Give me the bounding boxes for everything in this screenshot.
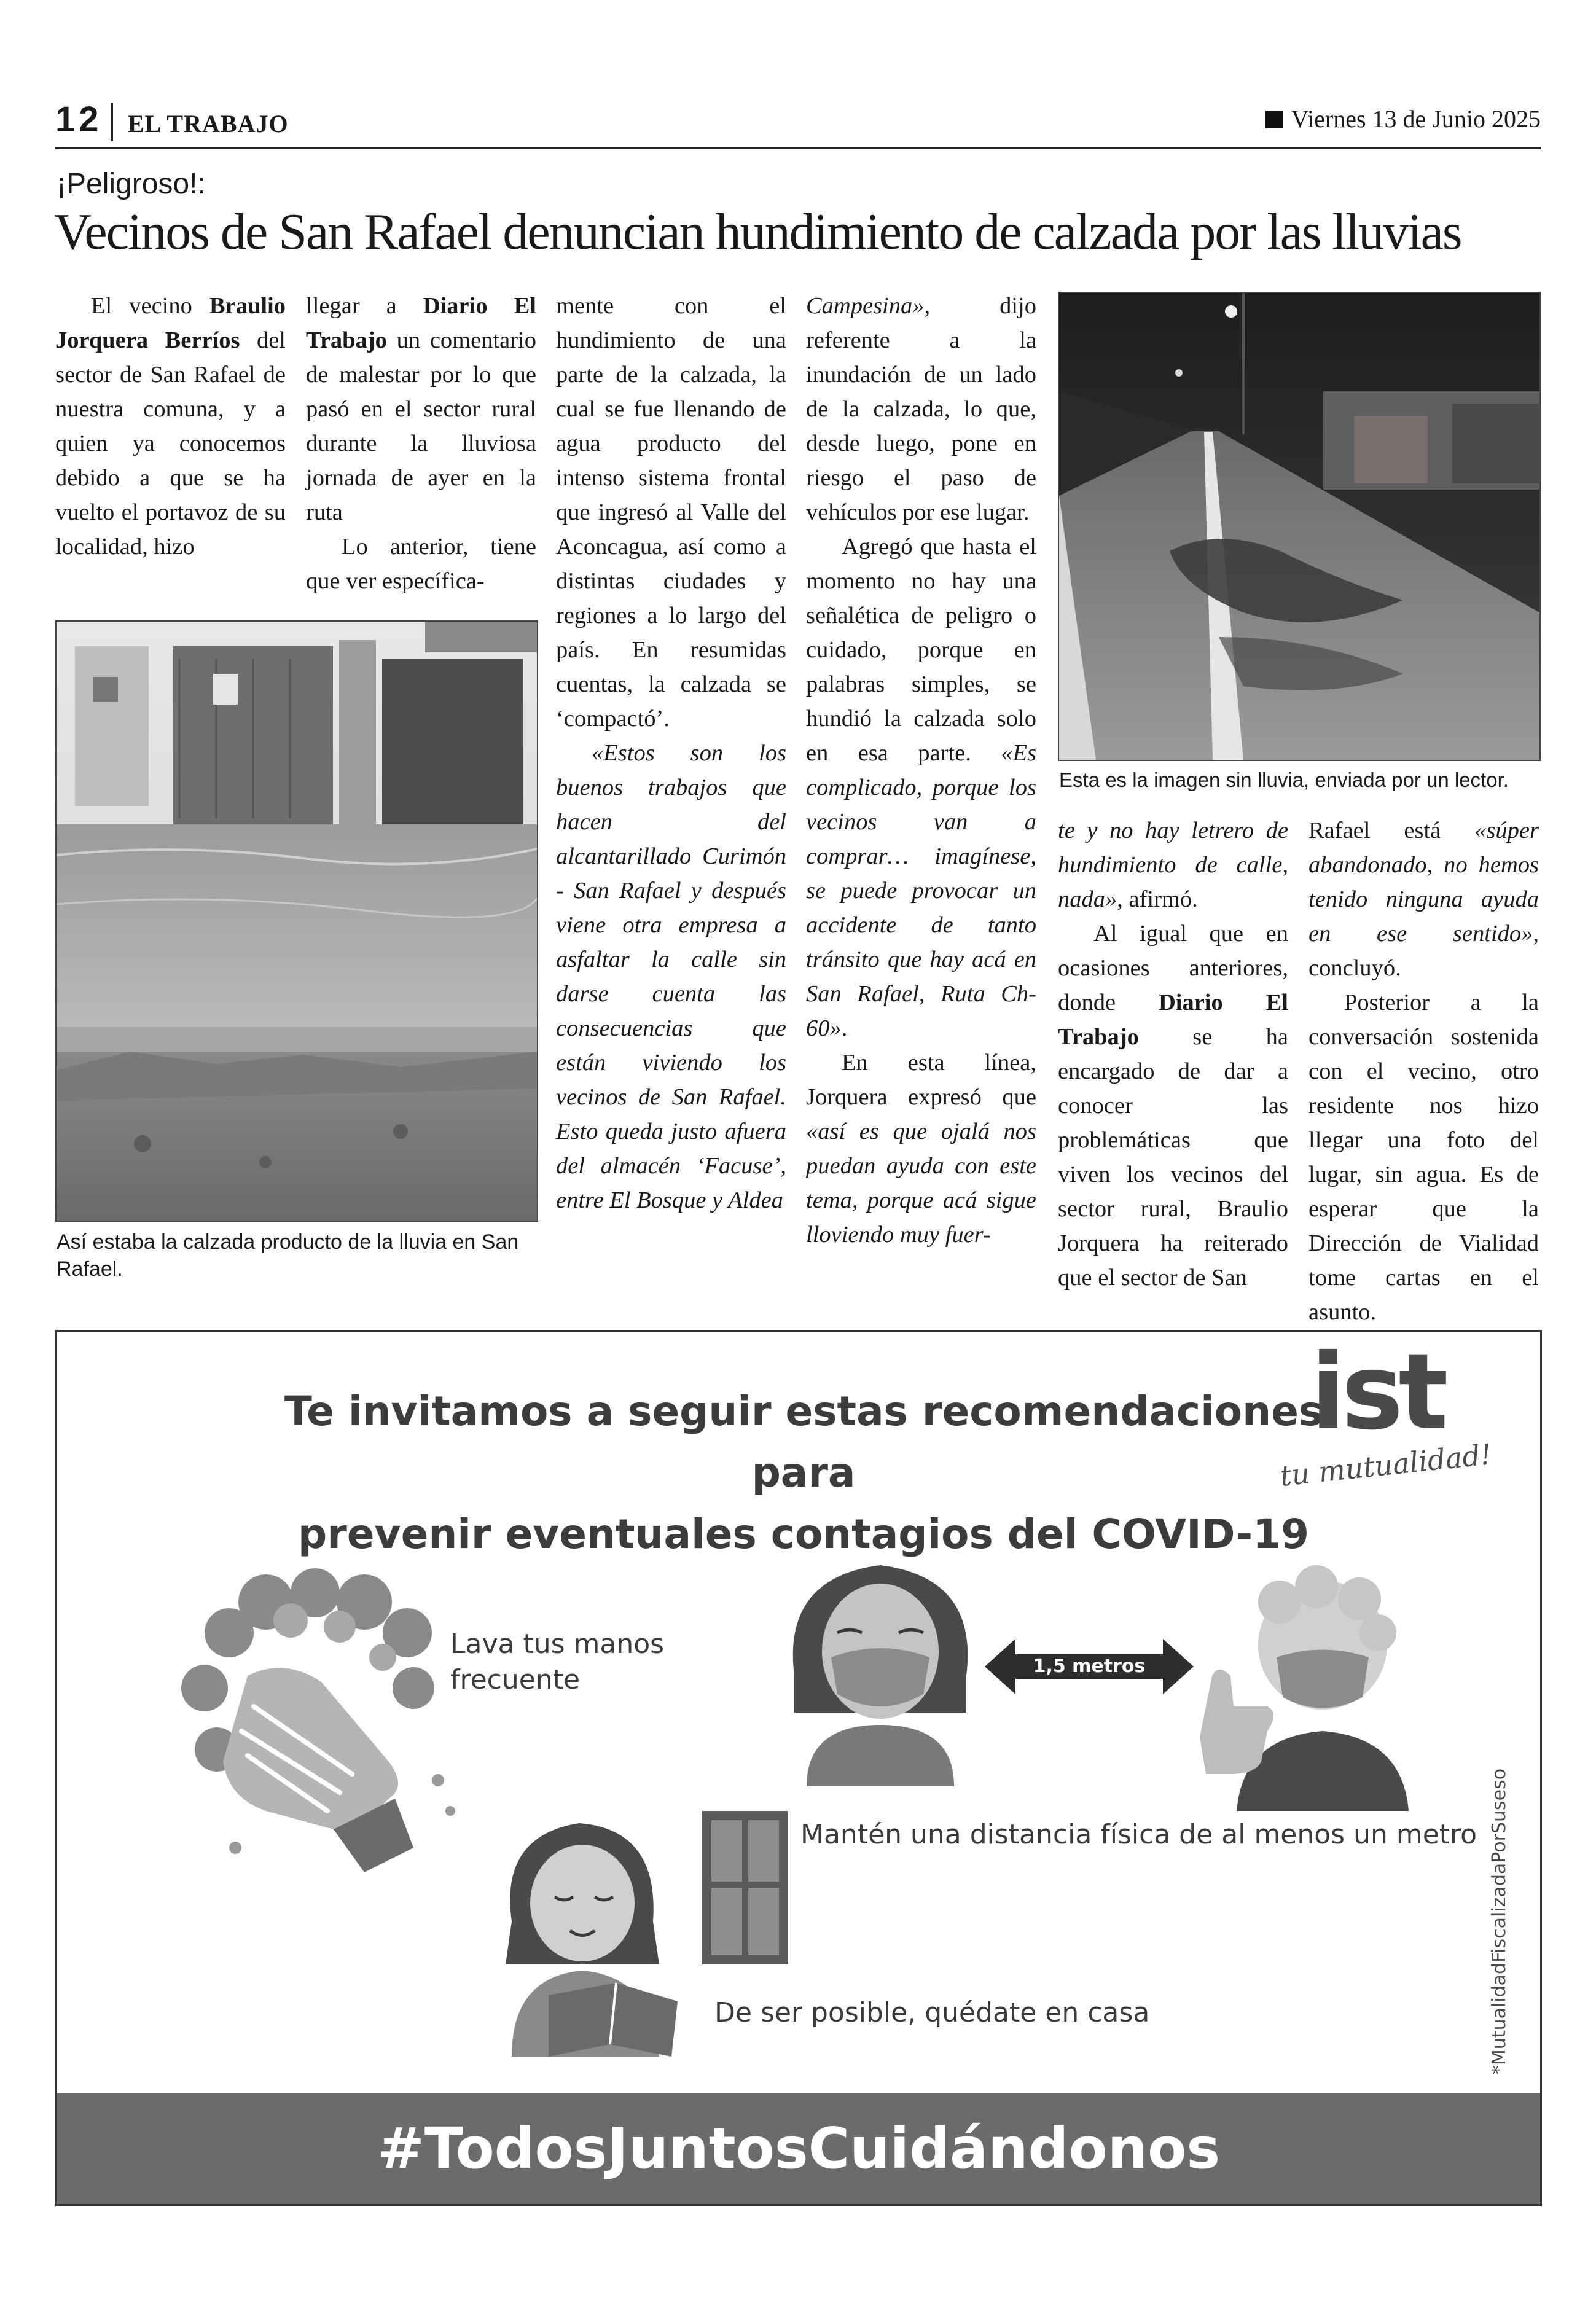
text-run: En esta línea, Jorquera expresó que — [806, 1050, 1036, 1110]
article-kicker: ¡Peligroso!: — [57, 168, 206, 200]
text-run: Rafael está — [1308, 818, 1475, 843]
text-run: El vecino — [91, 293, 209, 319]
text-run: un comentario de malestar por lo que pasó en el sector rural durante la lluviosa jornada de ayer en la ruta — [306, 327, 536, 525]
issue-date-text: Viernes 13 de Junio 2025 — [1291, 105, 1541, 133]
text-run: , afirmó. — [1117, 886, 1198, 912]
text-run-bold: Braulio Jorquera Berríos — [55, 293, 286, 353]
article-column-3 — [556, 289, 786, 1218]
text-run-italic: Campesina» — [806, 293, 925, 319]
newspaper-name: EL TRABAJO — [128, 110, 289, 138]
text-run-italic: «Es complicado, porque los vecinos van a comprar… imagínese, se puede provocar un accidente de tanto tránsito que hay acá en San Rafael, Ruta Ch-60» — [806, 740, 1036, 1041]
text-run: Al igual que en ocasiones anteriores, donde — [1058, 921, 1288, 1015]
ad-title-line: prevenir eventuales contagios del COVID-19 — [297, 1511, 1309, 1558]
text-run-italic: «súper abandonado, no hemos tenido ninguna ayuda en ese sentido» — [1308, 818, 1539, 947]
ad-vertical-note — [1488, 1762, 1525, 2081]
header-divider — [111, 103, 113, 141]
paragraph: Posterior a la conversación sostenida con el vecino, otro residente nos hizo llegar una foto del lugar, sin agua. Es de esperar que la Dirección de Vialidad tome cartas en el asunto. — [1308, 990, 1539, 1325]
ad-hashtag-banner: #TodosJuntosCuidándonos — [57, 2093, 1540, 2204]
text-run: se ha encargado de dar a conocer las problemáticas que viven los vecinos del sector rural, Braulio Jorquera ha reiterado que el sector de San — [1058, 1024, 1288, 1291]
article-column-5 — [1058, 813, 1288, 1295]
washing-hands-icon — [180, 1565, 475, 1885]
flooded-street-image — [57, 622, 537, 1221]
text-run: , dijo referente a la inundación de un lado de la calzada, lo que, desde luego, pone en riesgo el paso de vehículos por ese lugar. — [806, 293, 1036, 525]
text-run-bold: Diario El Trabajo — [1058, 990, 1288, 1050]
elderly-man-thumbs-up-icon — [1175, 1553, 1433, 1811]
paragraph: Lo anterior, tiene que ver específica- — [306, 534, 536, 594]
paragraph — [806, 289, 1036, 530]
paragraph — [1308, 813, 1539, 985]
covid-advertisement — [55, 1330, 1542, 2206]
page-header — [55, 98, 1541, 149]
wash-hands-text — [450, 1627, 664, 1698]
text-run-italic: «así es que ojalá nos puedan ayuda con este tema, porque acá sigue lloviendo muy fuer- — [806, 1119, 1036, 1248]
ist-logo-tagline: tu mutualidad! — [1278, 1437, 1493, 1493]
text-run: . — [841, 1015, 848, 1041]
dry-road-image — [1059, 293, 1539, 760]
photo-flooded-street — [55, 620, 538, 1222]
text-run: llegar a — [306, 293, 423, 319]
ad-text-line: Lava tus manos — [450, 1628, 665, 1660]
paragraph — [1058, 813, 1288, 917]
paragraph — [806, 530, 1036, 1046]
distance-text: Mantén una distancia física de al menos un metro — [800, 1819, 1477, 1850]
page-number: 12 — [55, 100, 103, 139]
photo-road-no-rain — [1058, 292, 1541, 761]
text-run: , concluyó. — [1308, 921, 1539, 981]
paragraph — [55, 289, 286, 564]
paragraph — [306, 289, 536, 530]
ad-text-line: frecuente — [450, 1664, 581, 1695]
square-bullet-icon — [1265, 111, 1283, 128]
ad-vertical-text: *MutualidadFiscalizadaPorSuseso — [1488, 1768, 1510, 2075]
article-headline: Vecinos de San Rafael denuncian hundimiento de calzada por las lluvias — [54, 203, 1461, 260]
paragraph — [806, 1046, 1036, 1252]
paragraph: mente con el hundimiento de una parte de la calzada, la cual se fue llenando de agua producto del intenso sistema frontal que ingresó al Valle del Aconcagua, así como a distintas ciudades y regiones a lo largo del país. En resumidas cuentas, la calzada se ‘compactó’. — [556, 293, 786, 732]
ist-logo: ist — [1310, 1332, 1444, 1453]
text-run-italic: te y no hay letrero de hundimiento de calle, nada» — [1058, 818, 1288, 912]
paragraph — [1058, 917, 1288, 1295]
issue-date — [1265, 102, 1541, 136]
text-run: Agregó que hasta el momento no hay una señalética de peligro o cuidado, porque en palabras simples, se hundió la calzada solo en esa parte. — [806, 534, 1036, 766]
paragraph-quote — [556, 736, 786, 1218]
ad-title — [235, 1381, 1372, 1565]
text-run-bold: Diario El Trabajo — [306, 293, 536, 353]
photo2-caption: Esta es la imagen sin lluvia, enviada por un lector. — [1059, 768, 1509, 791]
text-run-italic: «Estos son los buenos trabajos que hacen del alcantarillado Curimón - San Rafael y después viene otra empresa a asfaltar la calle sin darse cuenta las consecuencias que están viviendo los vecinos de San Rafael. Esto queda justo afuera del almacén ‘Facuse’, entre El Bosque y Aldea — [556, 740, 786, 1213]
article-column-2 — [306, 289, 536, 598]
article-column-1 — [55, 289, 286, 564]
distance-label: 1,5 metros — [1033, 1656, 1146, 1677]
article-column-4 — [806, 289, 1036, 1252]
article-column-6 — [1308, 813, 1539, 1329]
text-run: del sector de San Rafael de nuestra comuna, y a quien ya conocemos debido a que se ha vuelto el portavoz de su localidad, hizo — [55, 327, 286, 560]
stay-home-text: De ser posible, quédate en casa — [714, 1997, 1150, 2028]
ad-title-line: Te invitamos a seguir estas recomendaciones para — [284, 1388, 1323, 1496]
photo1-caption: Así estaba la calzada producto de la lluvia en San Rafael. — [57, 1230, 519, 1281]
woman-with-mask-icon — [770, 1541, 991, 1786]
